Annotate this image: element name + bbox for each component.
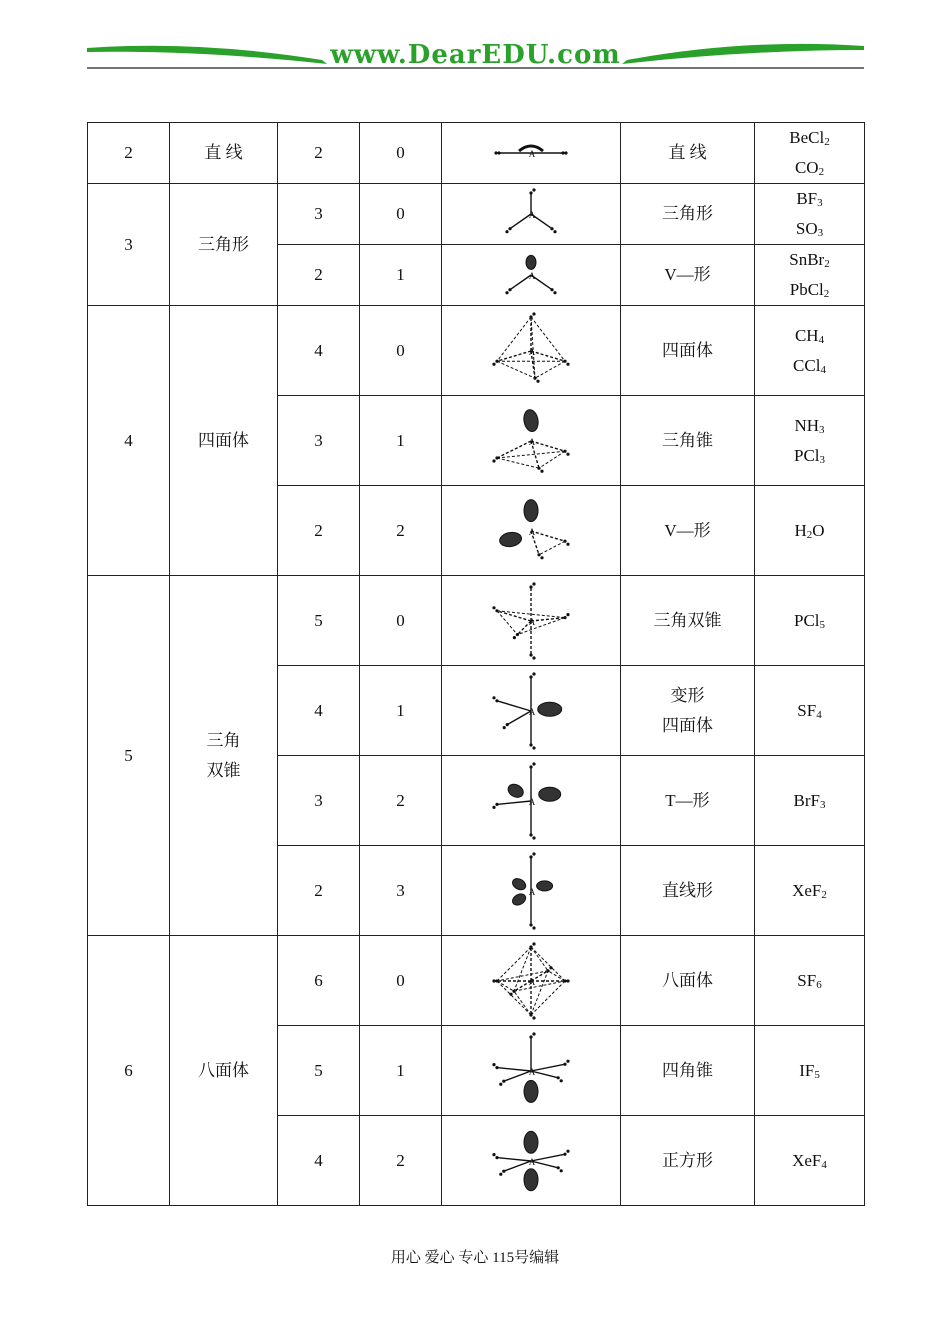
- pair-arrangement-line: 三角形: [198, 234, 249, 254]
- example-formula: BeCl$_2$: [789, 128, 830, 148]
- example-formula: PCl$_3$: [793, 445, 826, 466]
- geometry-diagram-cell: [442, 306, 621, 396]
- svg-text:A: A: [528, 271, 536, 281]
- geometry-diagram-cell: [442, 576, 621, 666]
- molecular-shape-cell: [621, 756, 755, 846]
- lone-pairs-cell: 0: [360, 306, 442, 396]
- geometry-diagram-cell: [442, 846, 621, 936]
- example-formula: $BF_3$: [796, 189, 823, 209]
- molecular-shape-cell: [621, 936, 755, 1026]
- example-formula: $SF_4$: [797, 700, 822, 721]
- electron-pair-count-cell: 3: [88, 184, 170, 306]
- lone-pairs-cell: 0: [360, 184, 442, 245]
- bonding-pairs-cell: 2: [278, 486, 360, 576]
- molecular-shape-cell: [621, 486, 755, 576]
- examples-cell: [755, 486, 865, 576]
- lone-pairs-cell: 2: [360, 756, 442, 846]
- molecular-shape-line: 四角锥: [662, 1060, 713, 1080]
- lone-pairs-cell: 0: [360, 123, 442, 184]
- examples-cell: [755, 245, 865, 306]
- trigonal-geometry-icon: [491, 187, 571, 241]
- electron-pair-count-cell: 6: [88, 936, 170, 1206]
- linear5-geometry-icon: [491, 849, 571, 933]
- examples-cell: [755, 936, 865, 1026]
- molecular-shape-line: V—形: [664, 520, 711, 540]
- lone-pairs-cell: 3: [360, 846, 442, 936]
- examples-cell: [755, 1026, 865, 1116]
- electron-pair-count-cell: 2: [88, 123, 170, 184]
- examples-cell: [755, 576, 865, 666]
- svg-text:A: A: [528, 149, 536, 159]
- examples-cell: [755, 184, 865, 245]
- example-formula: SnBr$_2$: [789, 250, 830, 270]
- svg-text:A: A: [528, 346, 536, 357]
- bonding-pairs-cell: 3: [278, 396, 360, 486]
- geometry-diagram-cell: [442, 486, 621, 576]
- vsepr-table: [87, 122, 865, 1206]
- page-header: [87, 38, 864, 72]
- bent4-geometry-icon: [491, 489, 571, 573]
- examples-cell: [755, 666, 865, 756]
- molecular-shape-line: 四面体: [662, 715, 713, 735]
- square-geometry-icon: [491, 1119, 571, 1203]
- example-formula: PbCl$_2$: [789, 280, 830, 300]
- table-row: [88, 936, 865, 1026]
- molecular-shape-line: 三角形: [662, 204, 713, 223]
- pair-arrangement-line: 八面体: [198, 1060, 249, 1080]
- pair-arrangement-line: 三角: [206, 730, 241, 750]
- molecular-shape-line: 正方形: [662, 1150, 713, 1170]
- seesaw-geometry-icon: [491, 669, 571, 753]
- svg-text:A: A: [528, 1066, 536, 1077]
- molecular-shape-line: 直 线: [668, 143, 707, 162]
- molecular-shape-line: 四面体: [662, 340, 713, 360]
- pair-arrangement-line: 直 线: [204, 143, 243, 162]
- example-formula: PCl$_5$: [793, 610, 826, 631]
- bonding-pairs-cell: 5: [278, 1026, 360, 1116]
- svg-text:A: A: [528, 796, 536, 807]
- example-formula: XeF$_4$: [792, 1150, 827, 1171]
- pair-arrangement-cell: [170, 576, 278, 936]
- example-formula: $CO_2$: [794, 158, 825, 178]
- molecular-shape-cell: [621, 306, 755, 396]
- svg-text:A: A: [528, 616, 536, 627]
- examples-cell: [755, 396, 865, 486]
- table-row: [88, 123, 865, 184]
- bonding-pairs-cell: 2: [278, 245, 360, 306]
- table-row: [88, 184, 865, 245]
- molecular-shape-line: 八面体: [662, 970, 713, 990]
- lone-pairs-cell: 2: [360, 1116, 442, 1206]
- example-formula: $IF_5$: [799, 1060, 820, 1081]
- geometry-diagram-cell: [442, 245, 621, 306]
- molecular-shape-line: 变形: [670, 685, 705, 705]
- bonding-pairs-cell: 4: [278, 1116, 360, 1206]
- molecular-shape-cell: [621, 1026, 755, 1116]
- electron-pair-count-cell: 5: [88, 576, 170, 936]
- lone-pairs-cell: 1: [360, 666, 442, 756]
- bonding-pairs-cell: 6: [278, 936, 360, 1026]
- geometry-diagram-cell: [442, 184, 621, 245]
- svg-text:A: A: [528, 436, 536, 447]
- example-formula: $NH_3$: [794, 415, 825, 436]
- lone-pairs-cell: 0: [360, 576, 442, 666]
- lone-pairs-cell: 0: [360, 936, 442, 1026]
- tshape-geometry-icon: [491, 759, 571, 843]
- svg-text:A: A: [528, 706, 536, 717]
- bonding-pairs-cell: 2: [278, 123, 360, 184]
- molecular-shape-cell: [621, 396, 755, 486]
- geometry-diagram-cell: [442, 756, 621, 846]
- geometry-diagram-cell: [442, 123, 621, 184]
- molecular-shape-line: 三角双锥: [653, 610, 722, 630]
- example-formula: BrF$_3$: [793, 790, 826, 811]
- bonding-pairs-cell: 5: [278, 576, 360, 666]
- molecular-shape-cell: [621, 184, 755, 245]
- geometry-diagram-cell: [442, 396, 621, 486]
- example-formula: $SF_6$: [797, 970, 822, 991]
- lone-pairs-cell: 1: [360, 245, 442, 306]
- lone-pairs-cell: 1: [360, 396, 442, 486]
- bonding-pairs-cell: 4: [278, 666, 360, 756]
- example-formula: CCl$_4$: [793, 355, 826, 376]
- bonding-pairs-cell: 3: [278, 184, 360, 245]
- svg-text:A: A: [528, 976, 536, 987]
- examples-cell: [755, 756, 865, 846]
- svg-text:A: A: [528, 210, 536, 220]
- molecular-shape-cell: [621, 245, 755, 306]
- pair-arrangement-line: 双锥: [206, 760, 241, 780]
- pair-arrangement-cell: [170, 184, 278, 306]
- sqpyr-geometry-icon: [491, 1029, 571, 1113]
- example-formula: $SO_3$: [795, 219, 824, 239]
- electron-pair-count-cell: 4: [88, 306, 170, 576]
- example-formula: XeF$_2$: [792, 880, 827, 901]
- molecular-shape-cell: [621, 576, 755, 666]
- lone-pairs-cell: 2: [360, 486, 442, 576]
- octa-geometry-icon: [491, 939, 571, 1023]
- molecular-shape-cell: [621, 846, 755, 936]
- bonding-pairs-cell: 2: [278, 846, 360, 936]
- site-name[interactable]: www.DearEDU.com: [330, 40, 621, 70]
- examples-cell: [755, 846, 865, 936]
- geometry-diagram-cell: [442, 1116, 621, 1206]
- tbp-geometry-icon: [491, 579, 571, 663]
- pair-arrangement-cell: [170, 306, 278, 576]
- example-formula: $H_2O$: [794, 520, 825, 541]
- molecular-shape-line: 三角锥: [662, 430, 713, 450]
- examples-cell: [755, 123, 865, 184]
- pair-arrangement-cell: [170, 936, 278, 1206]
- pyramid-geometry-icon: [491, 399, 571, 483]
- molecular-shape-line: V—形: [664, 265, 711, 284]
- bonding-pairs-cell: 3: [278, 756, 360, 846]
- page-footer: 用心 爱心 专心 115号编辑: [390, 1250, 560, 1266]
- molecular-shape-cell: [621, 123, 755, 184]
- geometry-diagram-cell: [442, 666, 621, 756]
- pair-arrangement-line: 四面体: [198, 430, 249, 450]
- pair-arrangement-cell: [170, 123, 278, 184]
- table-row: [88, 576, 865, 666]
- molecular-shape-cell: [621, 666, 755, 756]
- table-row: [88, 306, 865, 396]
- examples-cell: [755, 306, 865, 396]
- molecular-shape-cell: [621, 1116, 755, 1206]
- molecular-shape-line: 直线形: [662, 880, 713, 900]
- tetra-geometry-icon: [491, 309, 571, 393]
- example-formula: $CH_4$: [794, 325, 825, 346]
- molecular-shape-line: T—形: [665, 790, 710, 810]
- geometry-diagram-cell: [442, 936, 621, 1026]
- examples-cell: [755, 1116, 865, 1206]
- svg-text:A: A: [528, 1156, 536, 1167]
- bent3-geometry-icon: [491, 248, 571, 302]
- svg-text:A: A: [528, 526, 536, 537]
- lone-pairs-cell: 1: [360, 1026, 442, 1116]
- svg-text:A: A: [528, 886, 536, 897]
- linear-geometry-icon: [491, 126, 571, 180]
- bonding-pairs-cell: 4: [278, 306, 360, 396]
- geometry-diagram-cell: [442, 1026, 621, 1116]
